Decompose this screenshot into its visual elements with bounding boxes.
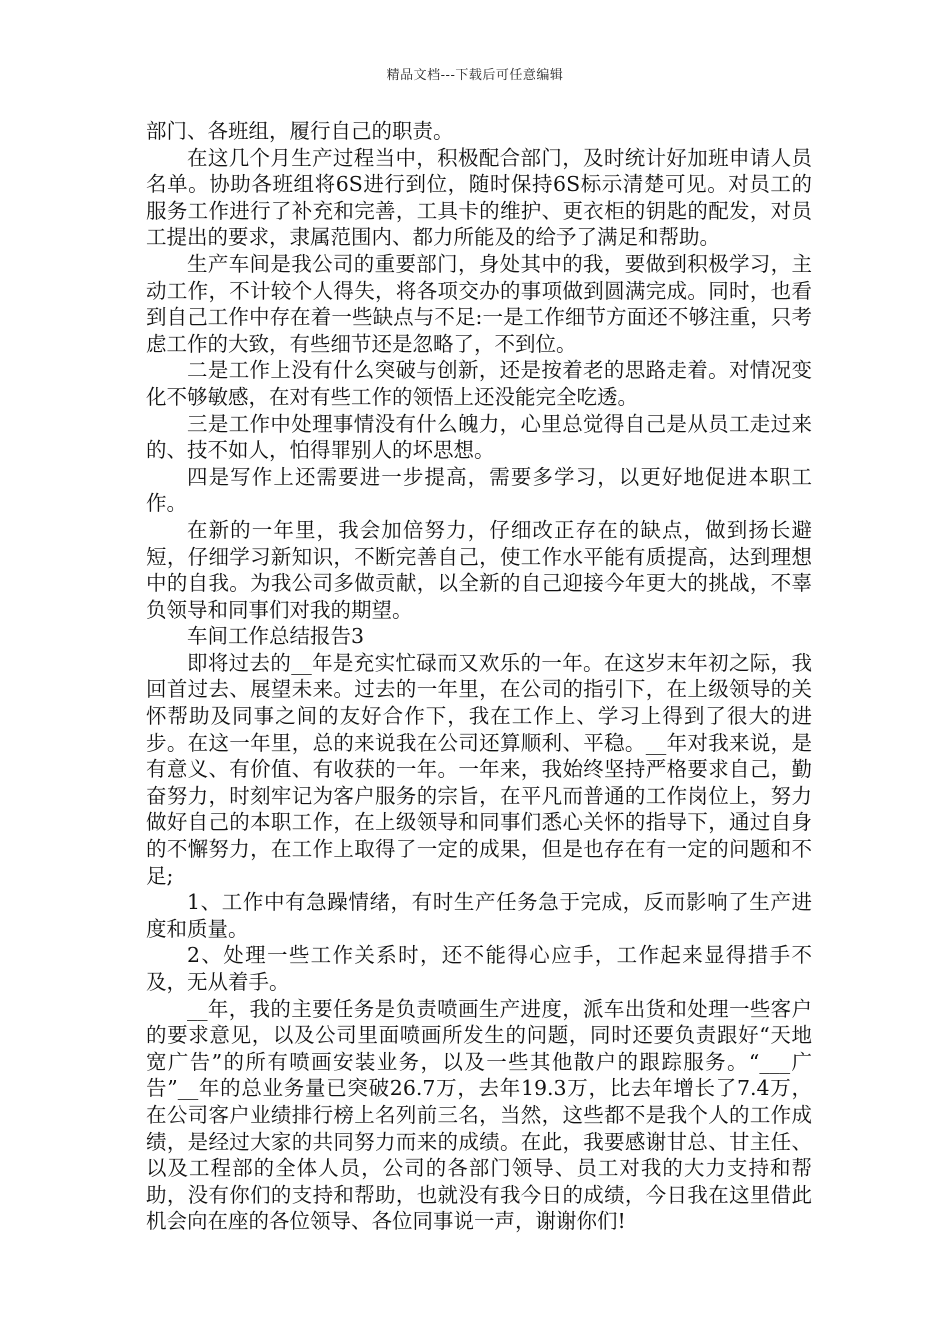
paragraph: 即将过去的__年是充实忙碌而又欢乐的一年。在这岁末年初之际，我回首过去、展望未来。过去的一年里，在公司的指引下，在上级领导的关怀帮助及同事之间的友好合作下，我在工作上、学习上得到了很大的进步。在这一年里，总的来说我在公司还算顺利、平稳。__年对我来说，是有意义、有价值、有收获的一年。一年来，我始终坚持严格要求自己，勤奋努力，时刻牢记为客户服务的宗旨，在平凡而普通的工作岗位上，努力做好自己的本职工作，在上级领导和同事们悉心关怀的指导下，通过自身的不懈努力，在工作上取得了一定的成果，但是也存在有一定的问题和不足; [146, 650, 812, 888]
paragraph: 三是工作中处理事情没有什么魄力，心里总觉得自己是从员工走过来的、技不如人，怕得罪别人的坏思想。 [146, 411, 812, 463]
paragraph: 在新的一年里，我会加倍努力，仔细改正存在的缺点，做到扬长避短，仔细学习新知识，不断完善自己，使工作水平能有质提高，达到理想中的自我。为我公司多做贡献，以全新的自己迎接今年更大的挑战，不辜负领导和同事们对我的期望。 [146, 517, 812, 622]
paragraph: 四是写作上还需要进一步提高，需要多学习，以更好地促进本职工作。 [146, 464, 812, 516]
paragraph: 生产车间是我公司的重要部门，身处其中的我，要做到积极学习，主动工作，不计较个人得失，将各项交办的事项做到圆满完成。同时，也看到自己工作中存在着一些缺点与不足:一是工作细节方面还不够注重，只考虑工作的大致，有些细节还是忽略了，不到位。 [146, 251, 812, 356]
paragraph: 部门、各班组，履行自己的职责。 [146, 119, 454, 143]
paragraph: __年，我的主要任务是负责喷画生产进度，派车出货和处理一些客户的要求意见，以及公司里面喷画所发生的问题，同时还要负责跟好“天地宽广告”的所有喷画安装业务，以及一些其他散户的跟踪服务。“___广告”__年的总业务量已突破26.7万，去年19.3万，比去年增长了7.4万，在公司客户业绩排行榜上名列前三名，当然，这些都不是我个人的工作成绩，是经过大家的共同努力而来的成绩。在此，我要感谢甘总、甘主任、以及工程部的全体人员，公司的各部门领导、员工对我的大力支持和帮助，没有你们的支持和帮助，也就没有我今日的成绩，今日我在这里借此机会向在座的各位领导、各位同事说一声，谢谢你们! [146, 996, 812, 1234]
paragraph: 二是工作上没有什么突破与创新，还是按着老的思路走着。对情况变化不够敏感，在对有些工作的领悟上还没能完全吃透。 [146, 358, 812, 409]
list-item: 1、工作中有急躁情绪，有时生产任务急于完成，反而影响了生产进度和质量。 [146, 890, 812, 941]
list-item: 2、处理一些工作关系时，还不能得心应手，工作起来显得措手不及，无从着手。 [146, 943, 812, 994]
paragraph: 在这几个月生产过程当中，积极配合部门，及时统计好加班申请人员名单。协助各班组将6S进行到位，随时保持6S标示清楚可见。对员工的服务工作进行了补充和完善，工具卡的维护、更衣柜的钥匙的配发，对员工提出的要求，隶属范围内、都力所能及的给予了满足和帮助。 [146, 145, 812, 250]
section-title: 车间工作总结报告3 [187, 624, 365, 649]
document-body [146, 118, 812, 1235]
page-header: 精品文档---下载后可任意编辑 [386, 68, 564, 83]
